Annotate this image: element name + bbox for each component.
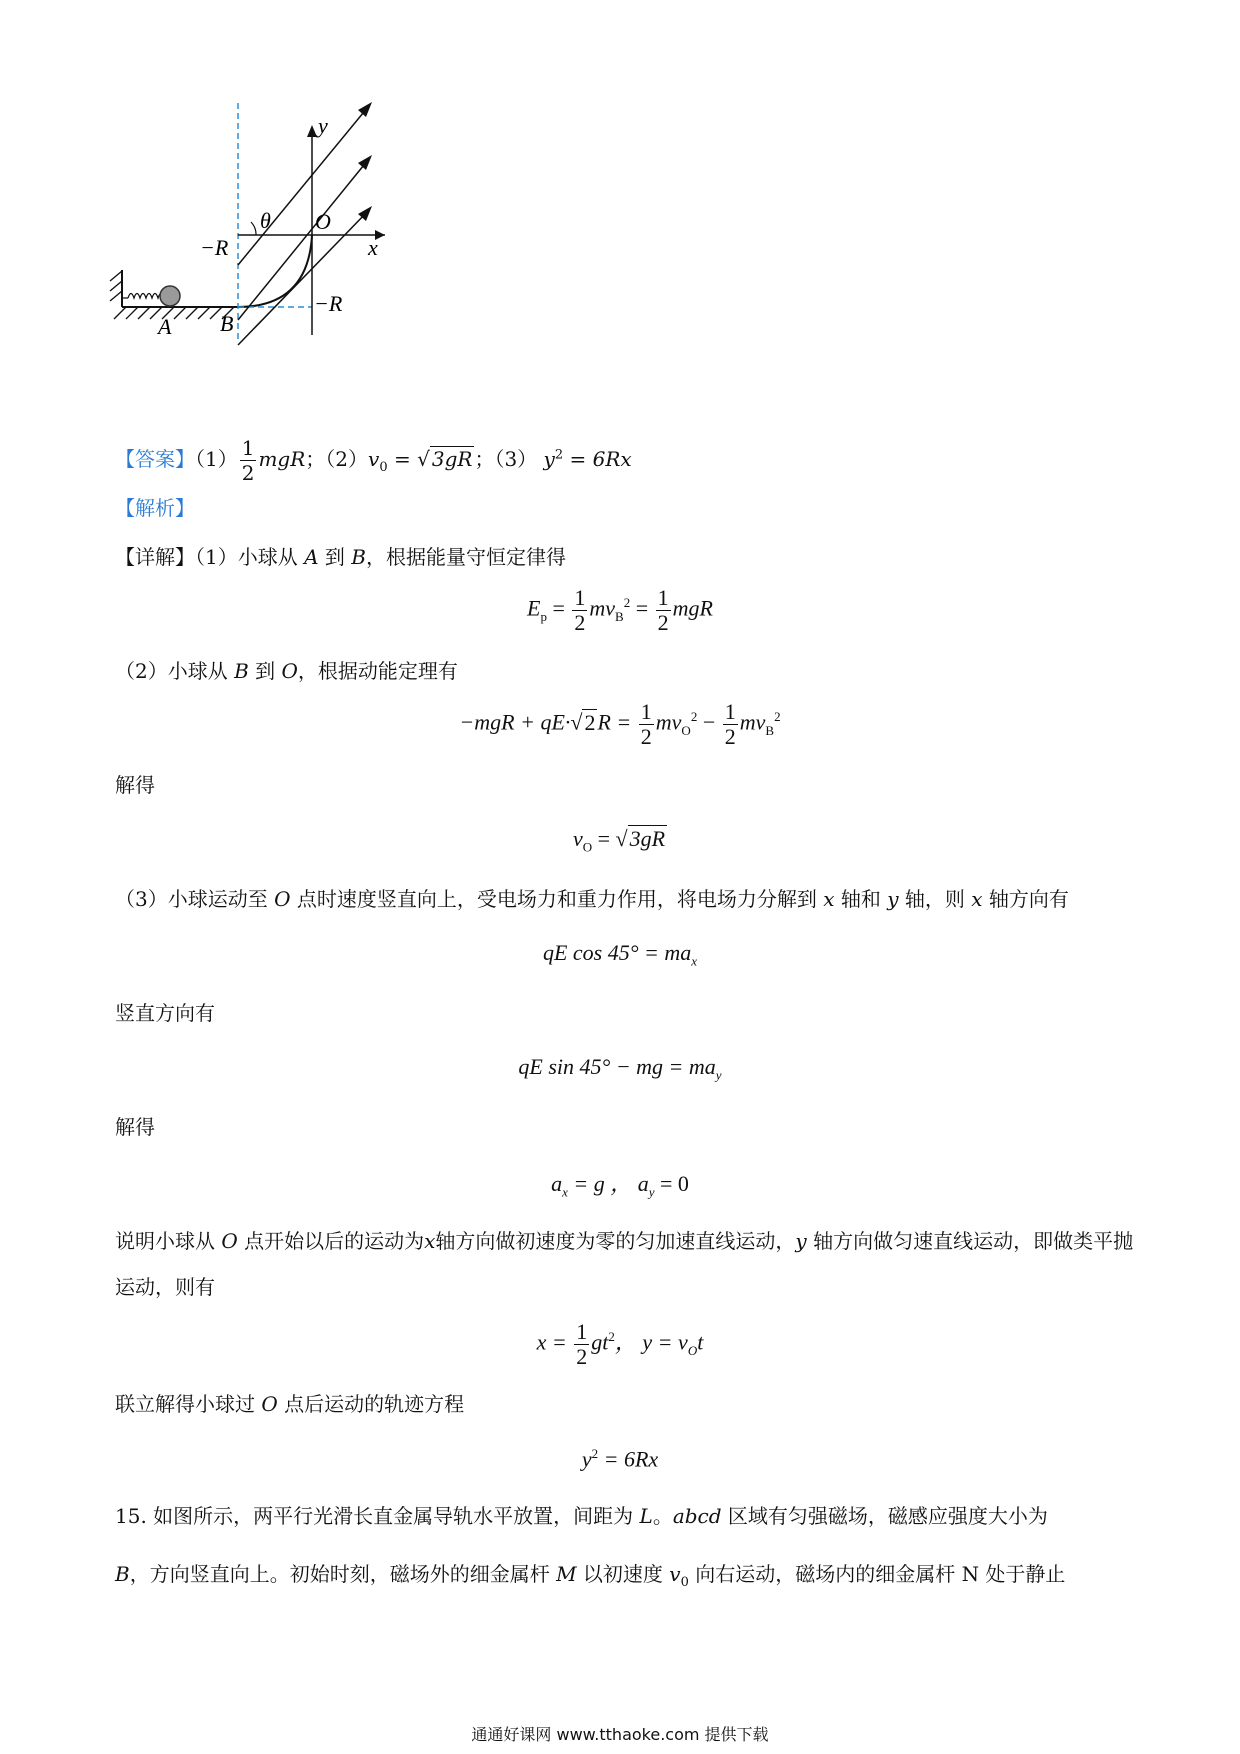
formula-energy: $E_p$ = $\frac{1}{2}$ $mv_B^2$ = $\frac{1}{2}$ mgR xyxy=(527,585,713,635)
y-axis-arrow xyxy=(307,125,317,137)
detail-step1: 【详解】（1）小球从 A 到 B，根据能量守恒定律得 xyxy=(115,545,566,569)
detail-step3: （3）小球运动至 O 点时速度竖直向上，受电场力和重力作用，将电场力分解到 x 轴和 y 轴，则 x 轴方向有 xyxy=(115,887,1069,911)
label-y: y xyxy=(318,113,328,138)
label-neg-r-bottom: −R xyxy=(314,291,343,316)
solve-label-2: 解得 xyxy=(115,1115,155,1139)
answer-line: 【答案】（1） $\frac{1}{2}$ mgR；$(2)v_0$ = √ 3gR ；（3） $y^2 = 6Rx$ xyxy=(115,436,632,485)
label-a: A xyxy=(158,314,172,339)
label-O: O xyxy=(315,209,331,234)
formula-trajectory: $y^2 = 6Rx$ xyxy=(581,1446,659,1472)
label-neg-r-left: −R xyxy=(200,235,229,260)
label-x: x xyxy=(368,235,378,260)
formula-kinetic: −mgR + qE·√2R = $\frac{1}{2}$ $mv_O^2$ − $\frac{1}{2}$ $mv_B^2$ xyxy=(459,699,781,749)
label-b: B xyxy=(220,311,234,336)
answer-part1: （1） xyxy=(195,447,238,471)
question-15-line1: 15. 如图所示，两平行光滑长直金属导轨水平放置，间距为 L。abcd 区域有匀强磁场，磁感应强度大小为 xyxy=(115,1504,1048,1528)
solve-label-1: 解得 xyxy=(115,773,155,797)
formula-horizontal: qE $\cos 45^\circ = ma_x$ xyxy=(542,940,698,969)
joint-solve-line: 联立解得小球过 O 点后运动的轨迹方程 xyxy=(115,1392,465,1416)
footer-watermark: 通通好课网 www.tthaoke.com 提供下载 xyxy=(471,1725,769,1744)
formula-vo: $v_O = √3gR$ xyxy=(572,826,666,855)
explanation-paragraph: 说明小球从 O 点开始以后的运动为x轴方向做初速度为零的匀加速直线运动，y 轴方向做匀速直线运动，即做类平抛运动，则有 xyxy=(115,1229,1134,1299)
curved-track xyxy=(238,235,312,307)
electric-field-lines xyxy=(238,107,368,345)
field-arrowhead-2 xyxy=(358,155,372,170)
formula-accel: $a_x = g$ ， $a_y = 0$ xyxy=(551,1171,689,1200)
vertical-label: 竖直方向有 xyxy=(115,1001,215,1025)
analysis-tag: 【解析】 xyxy=(115,496,195,520)
answer-part3: ；（3） xyxy=(474,447,538,471)
label-theta: θ xyxy=(260,208,271,233)
answer-part2: ；（2） xyxy=(305,447,369,471)
theta-arc xyxy=(251,222,256,235)
floor-hatch xyxy=(114,307,234,319)
wall-hatch xyxy=(110,271,122,301)
answer-fraction: $\frac{1}{2}$ xyxy=(241,436,255,485)
question-15-line2: B，方向竖直向上。初始时刻，磁场外的细金属杆 M 以初速度 $v_0$ 向右运动，磁场内的细金属杆 N 处于静止 xyxy=(115,1562,1066,1590)
field-arrowhead-1 xyxy=(358,102,372,117)
formula-vertical: qE sin 45° − mg = $ma_y$ xyxy=(518,1054,722,1083)
detail-step2: （2）小球从 B 到 O，根据动能定理有 xyxy=(115,659,458,683)
ball xyxy=(160,286,180,306)
physics-diagram xyxy=(100,95,440,390)
answer-f1-rest: mgR xyxy=(258,447,306,471)
answer-tag: 【答案】 xyxy=(115,447,195,471)
formula-projectile: x = $\frac{1}{2}$ $gt^2$， $y = v_Ot$ xyxy=(536,1319,704,1369)
